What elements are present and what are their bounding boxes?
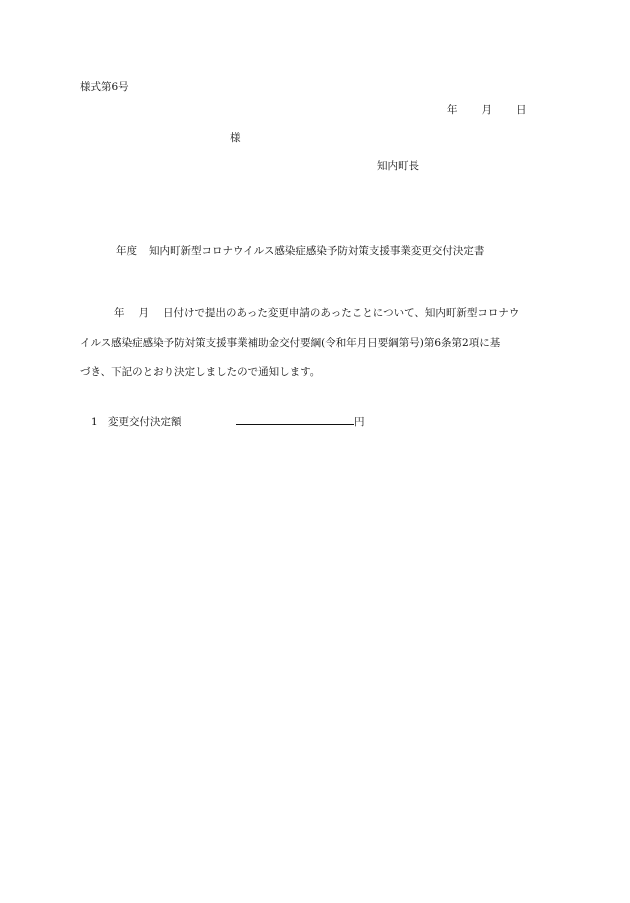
amount-unit: 円: [354, 416, 365, 428]
title-text: 知内町新型コロナウイルス感染症感染予防対策支援事業変更交付決定書: [149, 245, 485, 257]
fiscal-year-label: 年度: [116, 245, 137, 257]
date-line: [447, 105, 527, 116]
form-number: 様式第6号: [80, 81, 129, 93]
body-month-label: 月: [138, 307, 149, 319]
notice-body: [80, 299, 554, 388]
issuer-name: 知内町長: [377, 160, 419, 172]
body-line-1: [80, 299, 554, 329]
date-day-label: 日: [516, 104, 527, 116]
addressee-suffix: 様: [230, 132, 241, 144]
body-line-2: イルス感染症感染予防対策支援事業補助金交付要綱(令和年月日要綱第号)第6条第2項に基: [80, 336, 501, 349]
body-line-1-text: 日付けで提出のあった変更申請のあったことについて、知内町新型コロナウ: [163, 307, 520, 319]
date-year-label: 年: [447, 104, 458, 116]
item-row: [91, 413, 365, 428]
date-month-label: 月: [481, 104, 492, 116]
item-label: 変更交付決定額: [108, 416, 182, 428]
document-title: [116, 246, 484, 257]
item-number: 1: [91, 416, 98, 428]
body-line-3: づき、下記のとおり決定しましたので通知します。: [80, 366, 321, 378]
amount-blank-line: [236, 413, 354, 425]
body-year-label: 年: [114, 307, 125, 319]
